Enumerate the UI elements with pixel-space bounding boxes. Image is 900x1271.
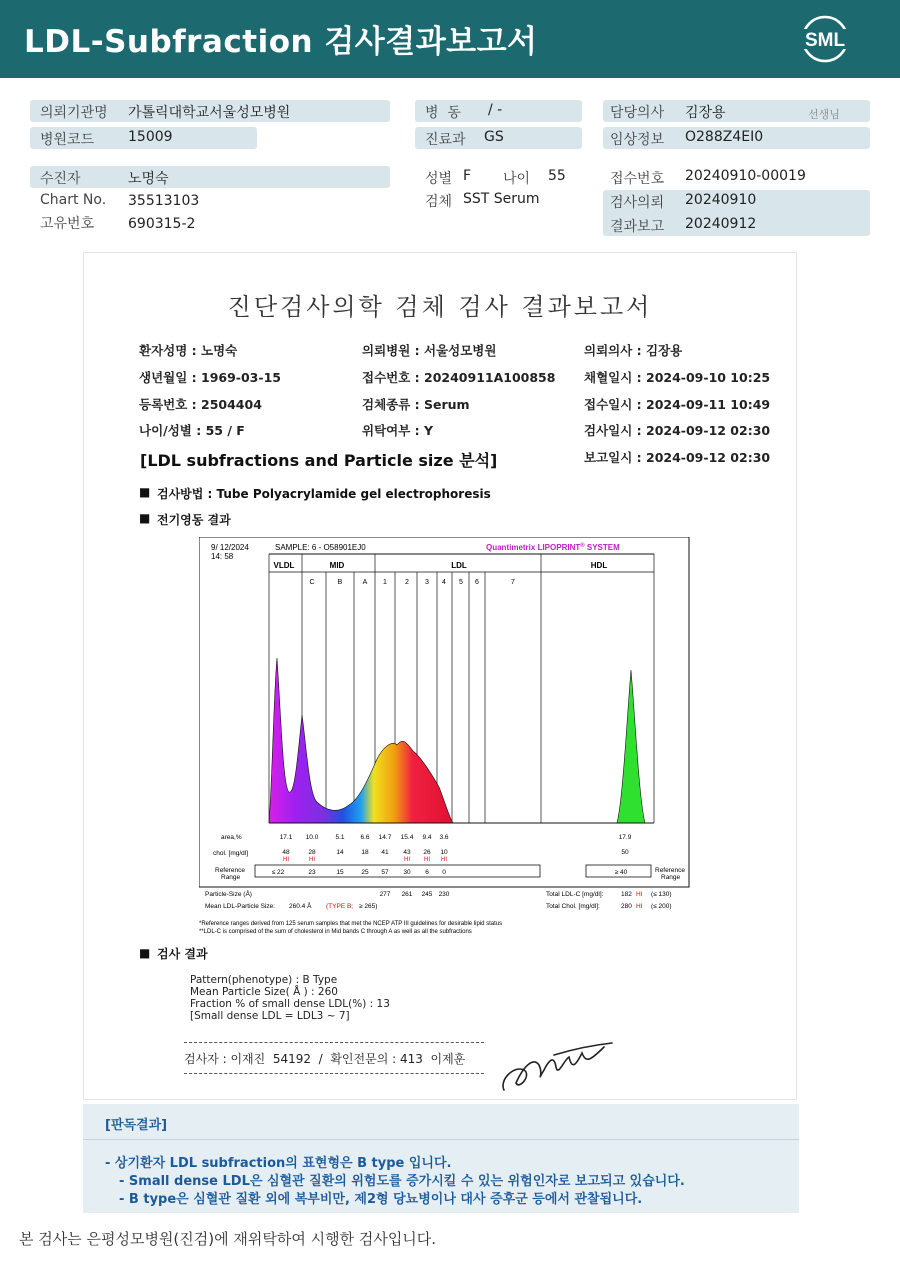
reference-value: 0 (442, 869, 446, 876)
result-heading: 검사 결과 (157, 947, 208, 961)
particle-size-value: 245 (421, 891, 433, 898)
signature-divider-top (184, 1042, 484, 1043)
request-value: 20240910 (685, 192, 757, 208)
interpretation-heading: [판독결과] (105, 1118, 168, 1133)
row-ref-label: Reference (215, 867, 245, 874)
specimen-label: 검체 (425, 194, 453, 210)
chol-value: 50 (621, 849, 629, 856)
band-label: 3 (425, 579, 429, 586)
chol-flag: HI (283, 857, 289, 863)
chol-value: 48 (282, 849, 290, 856)
particle-size-values (380, 891, 450, 898)
particle-size-value: 230 (438, 891, 450, 898)
method-text: 검사방법 : Tube Polyacrylamide gel electrophoresis (157, 487, 491, 501)
signature-divider-bottom (184, 1073, 484, 1074)
section-heading: [LDL subfractions and Particle size 분석] (140, 451, 498, 470)
reference-value: 6 (425, 869, 429, 876)
page-title: LDL-Subfraction 검사결과보고서 (24, 24, 538, 60)
doctor-field: 의뢰의사 : 김장용 (584, 343, 683, 358)
band-label: C (309, 579, 315, 586)
dept-value: GS (484, 129, 504, 145)
chol-value: 43 (403, 849, 411, 856)
band-label: 6 (475, 579, 479, 586)
hospital-code-value: 15009 (128, 129, 173, 145)
electro-heading: 전기영동 결과 (157, 513, 231, 527)
receipt-field: 접수번호 : 20240911A100858 (362, 370, 556, 385)
group-mid: MID (329, 561, 345, 570)
row-chol-label: chol. [mg/dl] (213, 850, 249, 857)
report-title: 진단검사의학 검체 검사 결과보고서 (227, 293, 653, 321)
group-vldl: VLDL (273, 561, 295, 570)
electro-bullet: ■ (139, 511, 151, 525)
request-label: 검사의뢰 (610, 195, 665, 211)
result-pattern: Pattern(phenotype) : B Type (190, 974, 338, 986)
chol-flag: HI (309, 857, 315, 863)
area-value: 5.1 (335, 834, 345, 841)
institution-label: 의뢰기관명 (40, 105, 108, 121)
interpretation-box (83, 1104, 799, 1213)
hospital-field: 의뢰병원 : 서울성모병원 (362, 343, 497, 358)
band-label: 1 (383, 579, 387, 586)
patient-name-field: 환자성명 : 노명숙 (139, 343, 238, 358)
sex-label: 성별 (425, 171, 453, 187)
method-bullet: ■ (139, 485, 151, 499)
tested-field: 검사일시 : 2024-09-12 02:30 (584, 423, 771, 438)
report-date-value: 20240912 (685, 216, 757, 232)
institution-value: 가톨릭대학교서울성모병원 (128, 105, 291, 121)
total-chol-label: Total Chol. [mg/dl]: (546, 903, 600, 910)
reference-value: 57 (381, 869, 389, 876)
result-sdldl: Fraction % of small dense LDL(%) : 13 (190, 998, 390, 1010)
chol-flag: HI (404, 857, 410, 863)
area-value: 17.1 (279, 834, 293, 841)
reg-field: 등록번호 : 2504404 (139, 397, 262, 412)
result-bullet: ■ (139, 946, 151, 960)
chol-value: 14 (336, 849, 344, 856)
particle-size-label: Particle-Size (Å) (205, 891, 252, 898)
total-ldl-ref: (≤ 130) (651, 891, 672, 898)
reference-value: ≤ 22 (271, 869, 285, 876)
ward-label: 병 동 (425, 105, 461, 121)
specimen-field: 검체종류 : Serum (362, 397, 470, 412)
chol-value: 28 (308, 849, 316, 856)
row-ref-label-right-2: Range (661, 874, 681, 881)
agesex-field: 나이/성별 : 55 / F (139, 423, 245, 438)
band-label: 5 (459, 579, 463, 586)
row-ref-label-right: Reference (655, 867, 685, 874)
area-value: 6.6 (360, 834, 370, 841)
area-value: 3.6 (439, 834, 449, 841)
footnote-2: **LDL-C is comprised of the sum of cholesterol in Mid bands C through A as well as all the subfractions (199, 929, 472, 935)
particle-size-value: 261 (401, 891, 413, 898)
interpretation-divider (83, 1139, 799, 1140)
logo-text: SML (804, 30, 846, 51)
total-chol-ref: (≤ 200) (651, 903, 672, 910)
row-area-label: area,% (221, 834, 242, 841)
area-value: 14.7 (378, 834, 392, 841)
doctor-suffix: 선생님 (808, 108, 840, 121)
handwritten-signature (494, 1035, 619, 1097)
result-def: [Small dense LDL = LDL3 ~ 7] (190, 1010, 350, 1022)
birth-field: 생년월일 : 1969-03-15 (139, 370, 281, 385)
total-ldl-label: Total LDL-C [mg/dl]: (546, 891, 604, 898)
mean-size-value: 260.4 Å (289, 903, 312, 910)
chol-value: 41 (381, 849, 389, 856)
interpretation-line-2: - Small dense LDL은 심혈관 질환의 위험도를 증가시킬 수 있는 위험인자로 보고되고 있습니다. (119, 1174, 685, 1189)
result-mean-size: Mean Particle Size( Å ) : 260 (190, 986, 338, 998)
consign-field: 위탁여부 : Y (362, 423, 434, 438)
hospital-code-label: 병원코드 (40, 132, 95, 148)
reference-value: 23 (308, 869, 316, 876)
lab-report-scan (83, 252, 797, 1100)
reference-value: 30 (403, 869, 411, 876)
band-label: 4 (442, 579, 446, 586)
footnote-1: *Reference ranges derived from 125 serum samples that met the NCEP ATP III guidelines for desirable lipid status (199, 921, 503, 927)
clinical-value: O288Z4EI0 (685, 129, 764, 145)
mean-size-label: Mean LDL-Particle Size: (205, 903, 276, 910)
chol-value: 10 (440, 849, 448, 856)
sml-logo (796, 12, 854, 66)
collect-field: 채혈일시 : 2024-09-10 10:25 (584, 370, 771, 385)
dept-label: 진료과 (425, 132, 466, 148)
band-label: 2 (405, 579, 409, 586)
chol-value: 26 (423, 849, 431, 856)
group-hdl: HDL (590, 561, 608, 570)
band-label: 7 (511, 579, 515, 586)
clinical-label: 임상정보 (610, 132, 665, 148)
chart-no-label: Chart No. (40, 192, 107, 208)
group-ldl: LDL (451, 561, 467, 570)
signature-line: 검사자 : 이재진 54192 / 확인전문의 : 413 이제훈 (184, 1052, 466, 1066)
receipt-label: 접수번호 (610, 171, 665, 187)
reported-field: 보고일시 : 2024-09-12 02:30 (584, 450, 771, 465)
total-ldl-value: 182 (621, 891, 632, 898)
ward-value: / - (488, 102, 503, 118)
chart-no-value: 35513103 (128, 193, 200, 209)
receipt-value: 20240910-00019 (685, 168, 806, 184)
patient-row (30, 166, 390, 188)
area-value: 9.4 (422, 834, 432, 841)
area-value: 17.9 (618, 834, 632, 841)
chol-value: 18 (361, 849, 369, 856)
interpretation-line-3: - B type은 심혈관 질환 외에 복부비만, 제2형 당뇨병이나 대사 증후군 등에서 관찰됩니다. (119, 1192, 643, 1207)
reference-value: 15 (336, 869, 344, 876)
electrophoresis-chart (199, 537, 694, 937)
doctor-label: 담당의사 (610, 105, 665, 121)
sex-value: F (463, 168, 472, 184)
report-date-label: 결과보고 (610, 219, 665, 235)
received-field: 접수일시 : 2024-09-11 10:49 (584, 397, 771, 412)
band-label: A (362, 579, 368, 586)
mean-size-ref: ≥ 265) (359, 903, 378, 910)
specimen-value: SST Serum (463, 191, 540, 207)
age-value: 55 (548, 168, 566, 184)
band-label: B (337, 579, 343, 586)
doctor-value: 김장용 (685, 105, 726, 121)
mean-size-type: (TYPE B; (326, 903, 354, 910)
unique-id-label: 고유번호 (40, 216, 95, 232)
total-chol-flag: HI (636, 903, 643, 910)
reference-value: ≥ 40 (614, 869, 628, 876)
sample-date: 9/ 12/2024 (211, 543, 249, 552)
age-label: 나이 (503, 171, 531, 187)
area-value: 10.0 (305, 834, 319, 841)
reference-value: 25 (361, 869, 369, 876)
chol-flag: HI (424, 857, 430, 863)
patient-value: 노명숙 (128, 171, 169, 187)
total-ldl-flag: HI (636, 891, 643, 898)
patient-label: 수진자 (40, 171, 81, 187)
chol-flag: HI (441, 857, 447, 863)
sample-id: SAMPLE: 6 - O58901EJ0 (275, 543, 366, 552)
unique-id-value: 690315-2 (128, 216, 196, 232)
interpretation-line-1: - 상기환자 LDL subfraction의 표현형은 B type 입니다. (105, 1156, 452, 1171)
row-ref-label-2: Range (221, 874, 241, 881)
footer-note: 본 검사는 은평성모병원(진검)에 재위탁하여 시행한 검사입니다. (19, 1230, 437, 1248)
sample-time: 14: 58 (211, 552, 234, 561)
particle-size-value: 277 (379, 891, 391, 898)
area-value: 15.4 (400, 834, 414, 841)
system-brand: Quantimetrix LIPOPRINT® SYSTEM (486, 543, 620, 552)
total-chol-value: 280 (621, 903, 632, 910)
